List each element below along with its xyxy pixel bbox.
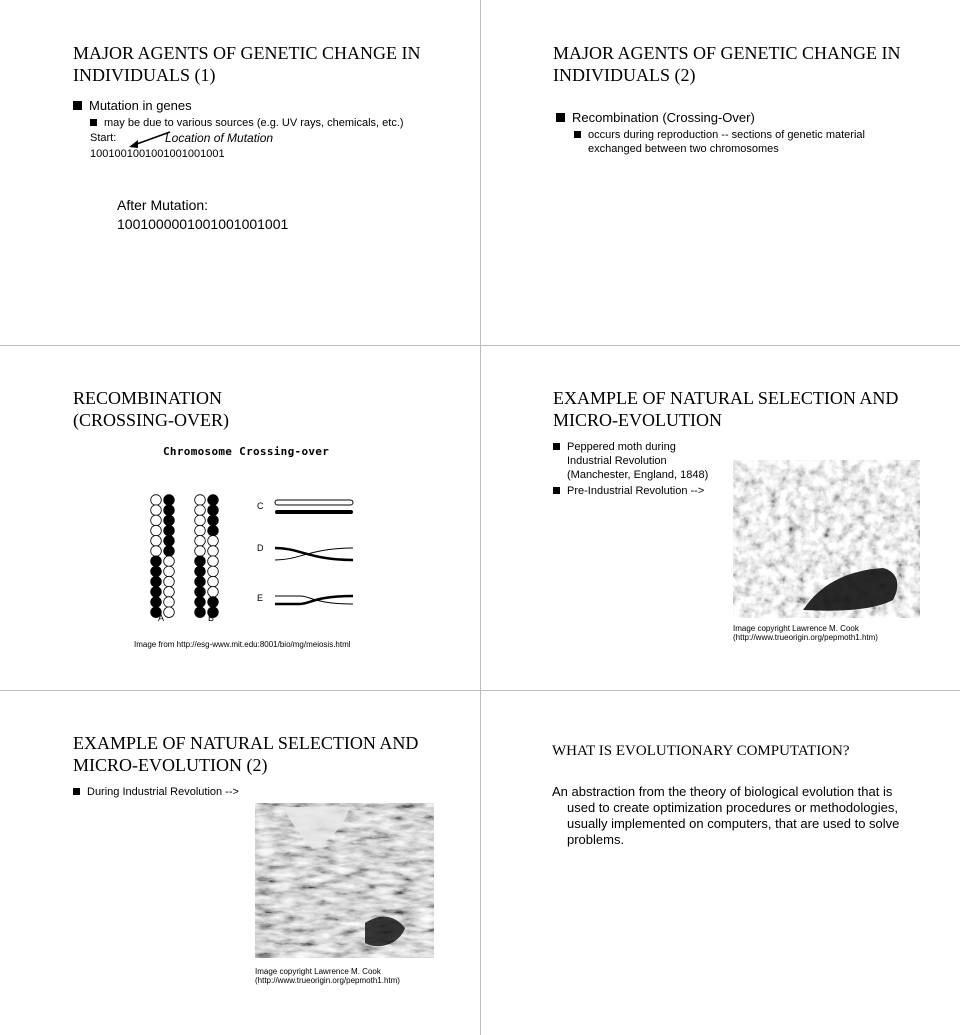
chromosome-bead	[164, 587, 175, 598]
chromosome-bead	[164, 525, 175, 536]
chromosome-bead	[151, 525, 162, 536]
chromosome-bead	[195, 495, 206, 506]
chromosome-bead	[151, 587, 162, 598]
slide-title-line-2: MICRO-EVOLUTION (2)	[73, 755, 268, 775]
chromosome-bead	[151, 566, 162, 577]
chromosome-bead	[164, 566, 175, 577]
bullet-line-2: Industrial Revolution	[567, 455, 667, 467]
chromosome-bead	[164, 536, 175, 547]
chromosome-bead	[195, 576, 206, 587]
chromosome-bead	[151, 576, 162, 587]
definition-line-4: problems.	[567, 832, 625, 847]
slide-title-line-1: EXAMPLE OF NATURAL SELECTION AND	[553, 388, 899, 408]
sub-bullet-line-2: exchanged between two chromosomes	[588, 143, 779, 155]
crossing-over-diagram	[140, 490, 370, 630]
image-credit	[733, 624, 878, 642]
sub-bullet-sources: may be due to various sources (e.g. UV rays, chemicals, etc.)	[90, 116, 404, 130]
chromosome-bead	[195, 587, 206, 598]
slide-title-line-2: INDIVIDUALS (1)	[73, 65, 216, 85]
chromosome-bead	[195, 597, 206, 608]
figure-title: Chromosome Crossing-over	[163, 445, 330, 458]
slide-title-line-1: EXAMPLE OF NATURAL SELECTION AND	[73, 733, 419, 753]
chromosome-bead	[164, 495, 175, 506]
sub-bullet-reproduction	[574, 128, 865, 156]
chromosome-bead	[151, 556, 162, 567]
bullet-pre-industrial: Pre-Industrial Revolution -->	[553, 484, 704, 498]
slide-major-agents-2	[480, 0, 960, 345]
moth-photo-pre-industrial	[733, 460, 920, 618]
chromosome-bead	[208, 495, 219, 506]
lichen-bark-image	[733, 460, 920, 618]
chromosome-bead	[208, 597, 219, 608]
chromosome-bead	[151, 515, 162, 526]
label-c: C	[257, 501, 264, 511]
chromosome-bead	[195, 536, 206, 547]
bullet-mutation: Mutation in genes	[73, 98, 192, 113]
label-e: E	[257, 593, 264, 603]
bullet-industrial: During Industrial Revolution -->	[73, 785, 239, 799]
slide-title-line-1: MAJOR AGENTS OF GENETIC CHANGE IN	[553, 43, 901, 63]
chromosome-bead	[195, 515, 206, 526]
slide-title-line-2: INDIVIDUALS (2)	[553, 65, 696, 85]
stage-e-chromosomes	[275, 596, 353, 604]
chromosome-pair-b	[195, 495, 219, 618]
moth-photo-industrial	[255, 803, 434, 958]
image-credit: Image from http://esg-www.mit.edu:8001/bio/mg/meiosis.html	[134, 640, 351, 649]
slide-title	[73, 387, 229, 431]
slide-title: WHAT IS EVOLUTIONARY COMPUTATION?	[552, 743, 850, 759]
after-mutation-label: After Mutation:	[117, 197, 209, 213]
chromosome-bead	[208, 546, 219, 557]
chromosome-bead	[164, 515, 175, 526]
label-b: B	[208, 613, 215, 623]
chromosome-bead	[164, 556, 175, 567]
chromosome-bead	[164, 597, 175, 608]
after-mutation-sequence: 1001000001001001001001	[117, 216, 289, 232]
slide-title-line-1: MAJOR AGENTS OF GENETIC CHANGE IN	[73, 43, 421, 63]
chromosome-bead	[208, 536, 219, 547]
slide-title-line-2: MICRO-EVOLUTION	[553, 410, 722, 430]
definition-paragraph	[552, 784, 899, 848]
chromosome-bead	[208, 505, 219, 516]
chromosome-bead	[164, 607, 175, 618]
definition-line-2: used to create optimization procedures or methodologies,	[567, 800, 898, 815]
chromosome-pair-a	[151, 495, 175, 618]
chromosome-bead	[195, 546, 206, 557]
credit-line-2: (http://www.trueorigin.org/pepmoth1.htm)	[255, 976, 400, 985]
definition-line-3: usually implemented on computers, that are used to solve	[567, 816, 900, 831]
location-of-mutation-label: Location of Mutation	[165, 131, 274, 145]
label-a: A	[158, 613, 165, 623]
sub-bullet-line-1: occurs during reproduction -- sections of genetic material	[588, 129, 865, 141]
slide-title-line-1: RECOMBINATION	[73, 388, 223, 408]
slide-title	[553, 387, 898, 431]
chromosome-bead	[195, 525, 206, 536]
definition-line-1: An abstraction from the theory of biological evolution that is	[552, 784, 893, 799]
chromosome-bead	[208, 576, 219, 587]
chromosome-bead	[195, 607, 206, 618]
label-d: D	[257, 543, 264, 553]
stage-d-chromosomes	[275, 548, 353, 560]
bullet-line-1: Peppered moth during	[567, 441, 676, 453]
chromosome-bead	[164, 546, 175, 557]
start-label: Start:	[90, 132, 117, 144]
start-sequence: 1001001001001001001001	[90, 148, 225, 160]
credit-line-2: (http://www.trueorigin.org/pepmoth1.htm)	[733, 633, 878, 642]
chromosome-bead	[151, 536, 162, 547]
chromosome-bead	[151, 546, 162, 557]
slide-after-mutation	[0, 0, 480, 345]
chromosome-bead	[208, 525, 219, 536]
chromosome-bead	[208, 515, 219, 526]
chromosome-bead	[208, 556, 219, 567]
slide-recombination	[0, 345, 480, 690]
chromosome-bead	[195, 505, 206, 516]
slide-natural-selection-2	[0, 690, 480, 1035]
slide-title	[553, 42, 901, 86]
chromosome-bead	[195, 566, 206, 577]
chromosome-bead	[208, 587, 219, 598]
chromosome-bead	[151, 495, 162, 506]
bullet-line-3: (Manchester, England, 1848)	[567, 469, 709, 481]
chromosome-bead	[164, 505, 175, 516]
chromosome-bead	[208, 566, 219, 577]
image-credit	[255, 967, 400, 985]
slide-title-line-2: (CROSSING-OVER)	[73, 410, 230, 430]
bullet-recombination: Recombination (Crossing-Over)	[556, 110, 755, 125]
chromosome-bead	[164, 576, 175, 587]
stage-c-chromosomes	[275, 500, 353, 514]
bullet-peppered-moth	[553, 440, 708, 482]
slide-title	[73, 732, 418, 776]
credit-line-1: Image copyright Lawrence M. Cook	[733, 624, 859, 633]
credit-line-1: Image copyright Lawrence M. Cook	[255, 967, 381, 976]
chromosome-bead	[151, 505, 162, 516]
slide-evolutionary-computation	[480, 690, 960, 1035]
dark-bark-image	[255, 803, 434, 958]
chromosome-bead	[151, 597, 162, 608]
chromosome-bead	[195, 556, 206, 567]
slide-natural-selection-1	[480, 345, 960, 690]
